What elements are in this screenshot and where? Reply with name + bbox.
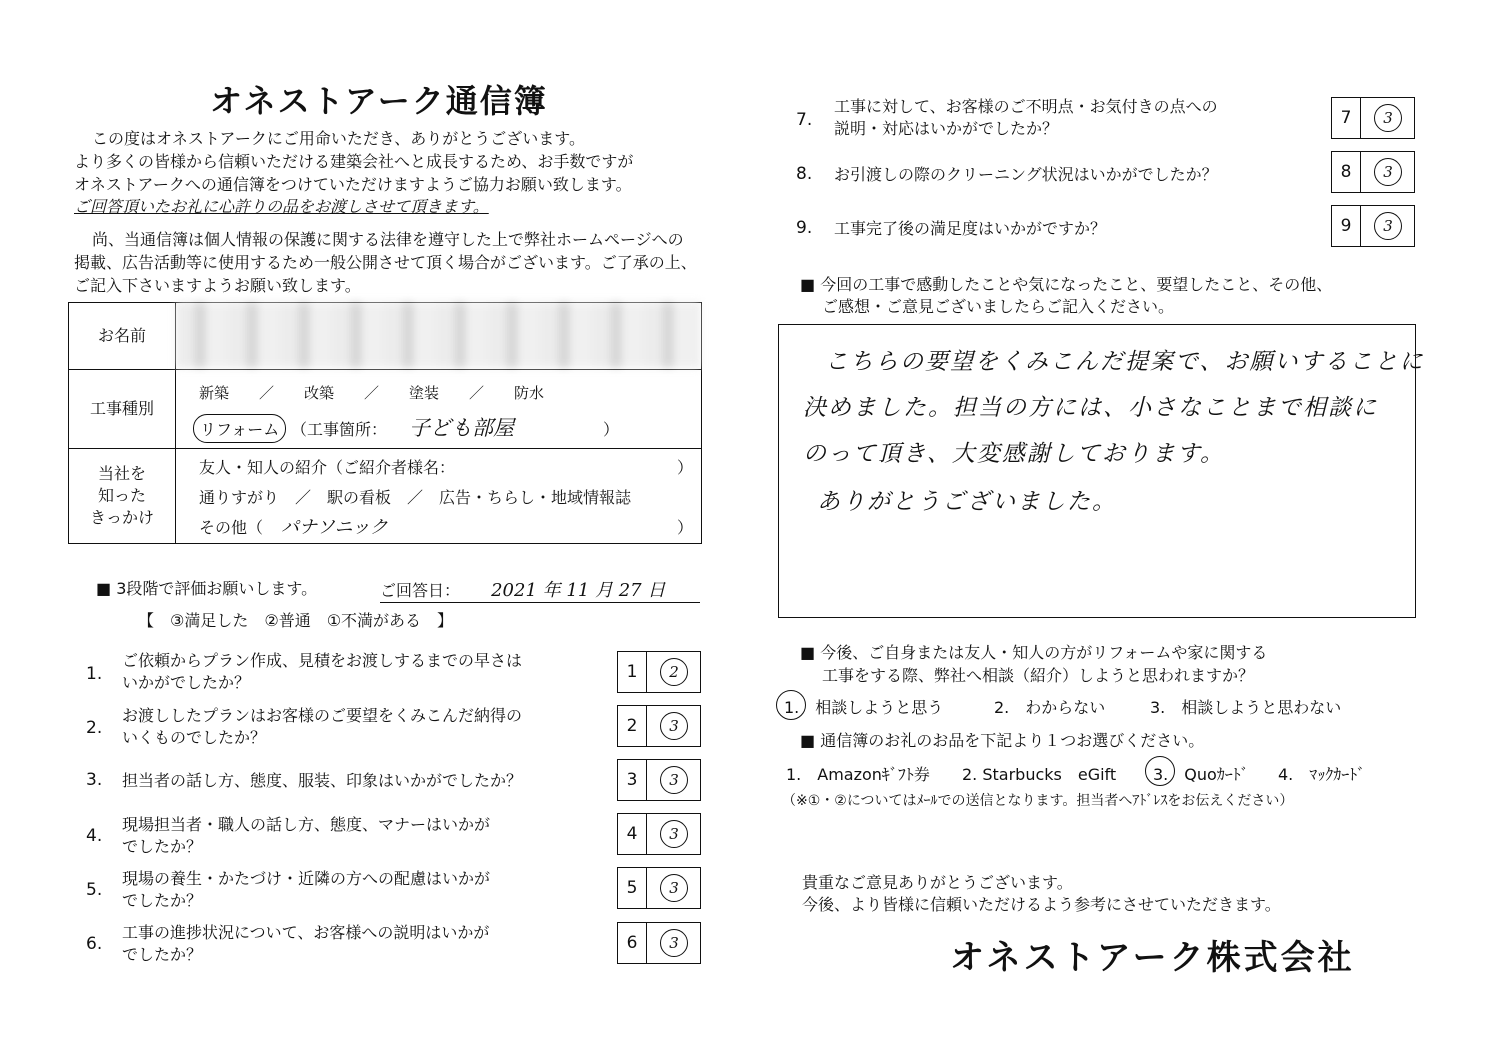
- question-7-text: 工事に対して、お客様のご不明点・お気付きの点への 説明・対応はいかがでしたか？: [834, 97, 1218, 138]
- gift-prompt: ■ 通信簿のお礼のお品を下記より１つお選びください。: [800, 731, 1205, 750]
- question-1-box-number: 1: [618, 652, 647, 692]
- question-5-text: 現場の養生・かたづけ・近隣の方への配慮はいかが でしたか？: [122, 869, 491, 910]
- source-other-value: パナソニック: [281, 517, 388, 538]
- rating-heading: ■ 3段階で評価お願いします。: [96, 579, 318, 598]
- intro-line-1: この度はオネストアークにご用命いただき、ありがとうございます。: [92, 129, 585, 148]
- source-label: 当社を 知った きっかけ: [69, 449, 176, 543]
- closing-line-1: 貴重なご意見ありがとうございます。: [802, 873, 1073, 892]
- question-8-number: 8.: [796, 164, 813, 184]
- question-5-score: 3: [660, 874, 688, 902]
- question-3-score: 3: [660, 766, 688, 794]
- comment-prompt-1: ■ 今回の工事で感動したことや気になったこと、要望したこと、その他、: [800, 275, 1333, 294]
- question-8-box-number: 8: [1332, 152, 1361, 192]
- referral-option-2: 2. わからない: [994, 698, 1106, 717]
- question-7-box-number: 7: [1332, 98, 1361, 138]
- referral-option-1: 1. 相談しようと思う: [784, 698, 944, 717]
- referral-option-3: 3. 相談しようと思わない: [1150, 698, 1342, 717]
- intro-line-2: より多くの皆様から信頼いただける建築会社へと成長するため、お手数ですが: [74, 152, 634, 171]
- question-6-number: 6.: [86, 934, 103, 954]
- question-5-score-box: [617, 867, 701, 909]
- comment-line-4: ありがとうございました。: [817, 489, 1117, 515]
- notice-line-3: ご記入下さいますようお願い致します。: [74, 276, 361, 295]
- question-4-box-number: 4: [618, 814, 647, 854]
- notice-line-1: 尚、当通信簿は個人情報の保護に関する法律を遵守した上で弊社ホームページへの: [92, 230, 684, 249]
- comment-line-1: こちらの要望をくみこんだ提案で、お願いすることに: [825, 349, 1425, 375]
- question-6-box-number: 6: [618, 923, 647, 963]
- comment-line-3: のって頂き、大変感謝しております。: [803, 441, 1226, 467]
- question-1-score-box: [617, 651, 701, 693]
- answer-date-field: [380, 576, 700, 603]
- source-other-close: ）: [677, 518, 694, 537]
- reform-option-circled: リフォーム: [193, 414, 286, 443]
- type-options: 新築 ／ 改築 ／ 塗装 ／ 防水: [199, 384, 545, 402]
- source-row: [69, 449, 701, 543]
- gift-note: （※①・②についてはﾒｰﾙでの送信となります。担当者へｱﾄﾞﾚｽをお伝えください）: [782, 793, 1294, 809]
- question-9-score: 3: [1374, 212, 1402, 240]
- notice-line-2: 掲載、広告活動等に使用するため一般公開させて頂く場合がございます。ご了承の上、: [74, 253, 697, 272]
- gift-option-1: 1. Amazonｷﾞﾌﾄ券: [786, 765, 930, 784]
- gift-option-2: 2. Starbucks eGift: [962, 765, 1117, 784]
- question-6-score: 3: [660, 929, 688, 957]
- question-5-number: 5.: [86, 880, 103, 900]
- referral-prompt-1: ■ 今後、ご自身または友人・知人の方がリフォームや家に関する: [800, 643, 1268, 662]
- question-9-box-number: 9: [1332, 206, 1361, 246]
- comment-prompt-2: ご感想・ご意見ございましたらご記入ください。: [822, 297, 1175, 316]
- comment-line-2: 決めました。担当の方には、小さなことまで相談に: [803, 395, 1378, 421]
- question-3-text: 担当者の話し方、態度、服装、印象はいかがでしたか？: [122, 771, 523, 790]
- question-9-score-box: [1331, 205, 1415, 247]
- question-4-score: 3: [660, 820, 688, 848]
- answer-date-label: ご回答日：: [380, 581, 461, 600]
- question-8-score-box: [1331, 151, 1415, 193]
- location-label: （工事箇所：: [291, 420, 388, 439]
- type-label: 工事種別: [69, 370, 176, 448]
- closing-line-2: 今後、より皆様に信頼いただけるよう参考にさせていただきます。: [802, 895, 1281, 914]
- page-title: オネストアーク通信簿: [210, 82, 548, 120]
- question-9-number: 9.: [796, 218, 813, 238]
- question-1-score: 2: [660, 658, 688, 686]
- redacted-name: [176, 302, 700, 368]
- location-value: 子ども部屋: [409, 416, 514, 440]
- question-2-score: 3: [660, 712, 688, 740]
- question-2-number: 2.: [86, 718, 103, 738]
- source-other: その他（: [199, 518, 264, 537]
- source-referral-close: ）: [677, 458, 694, 477]
- question-3-box-number: 3: [618, 760, 647, 800]
- question-2-text: お渡ししたプランはお客様のご要望をくみこんだ納得の いくものでしたか？: [122, 706, 523, 747]
- question-4-number: 4.: [86, 826, 103, 846]
- question-3-score-box: [617, 759, 701, 801]
- question-7-score-box: [1331, 97, 1415, 139]
- question-6-text: 工事の進捗状況について、お客様への説明はいかが でしたか？: [122, 923, 490, 964]
- question-4-score-box: [617, 813, 701, 855]
- question-8-score: 3: [1374, 158, 1402, 186]
- rating-scale: 【 ③満足した ②普通 ①不満がある 】: [138, 611, 454, 630]
- gift-option-3: 3. Quoｶｰﾄﾞ: [1153, 765, 1249, 784]
- question-2-score-box: [617, 705, 701, 747]
- name-label: お名前: [69, 303, 176, 369]
- intro-gift-note: ご回答頂いたお礼に心許りの品をお渡しさせて頂きます。: [74, 197, 489, 216]
- type-row: [69, 370, 701, 449]
- question-7-score: 3: [1374, 104, 1402, 132]
- location-close: ）: [603, 420, 620, 439]
- intro-line-3: オネストアークへの通信簿をつけていただけますようご協力お願い致します。: [74, 175, 632, 194]
- question-1-text: ご依頼からプラン作成、見積をお渡しするまでの早さは いかがでしたか？: [122, 651, 523, 692]
- question-5-box-number: 5: [618, 868, 647, 908]
- question-3-number: 3.: [86, 770, 103, 790]
- question-6-score-box: [617, 922, 701, 964]
- question-9-text: 工事完了後の満足度はいかがですか？: [834, 219, 1107, 238]
- question-7-number: 7.: [796, 110, 813, 130]
- source-referral: 友人・知人の紹介（ご紹介者様名：: [199, 458, 456, 477]
- question-2-box-number: 2: [618, 706, 647, 746]
- question-8-text: お引渡しの際のクリーニング状況はいかがでしたか？: [834, 165, 1218, 184]
- company-logo: オネストアーク株式会社: [950, 938, 1355, 978]
- referral-prompt-2: 工事をする際、弊社へ相談（紹介）しようと思われますか？: [822, 666, 1255, 685]
- source-options: 通りすがり ／ 駅の看板 ／ 広告・ちらし・地域情報誌: [199, 488, 632, 507]
- question-1-number: 1.: [86, 664, 103, 684]
- comment-box: [778, 324, 1425, 618]
- question-4-text: 現場担当者・職人の話し方、態度、マナーはいかが でしたか？: [122, 815, 491, 856]
- gift-option-4: 4. ﾏｯｸｶｰﾄﾞ: [1278, 765, 1366, 784]
- answer-date-value: 2021 年 11 月 27 日: [491, 580, 666, 601]
